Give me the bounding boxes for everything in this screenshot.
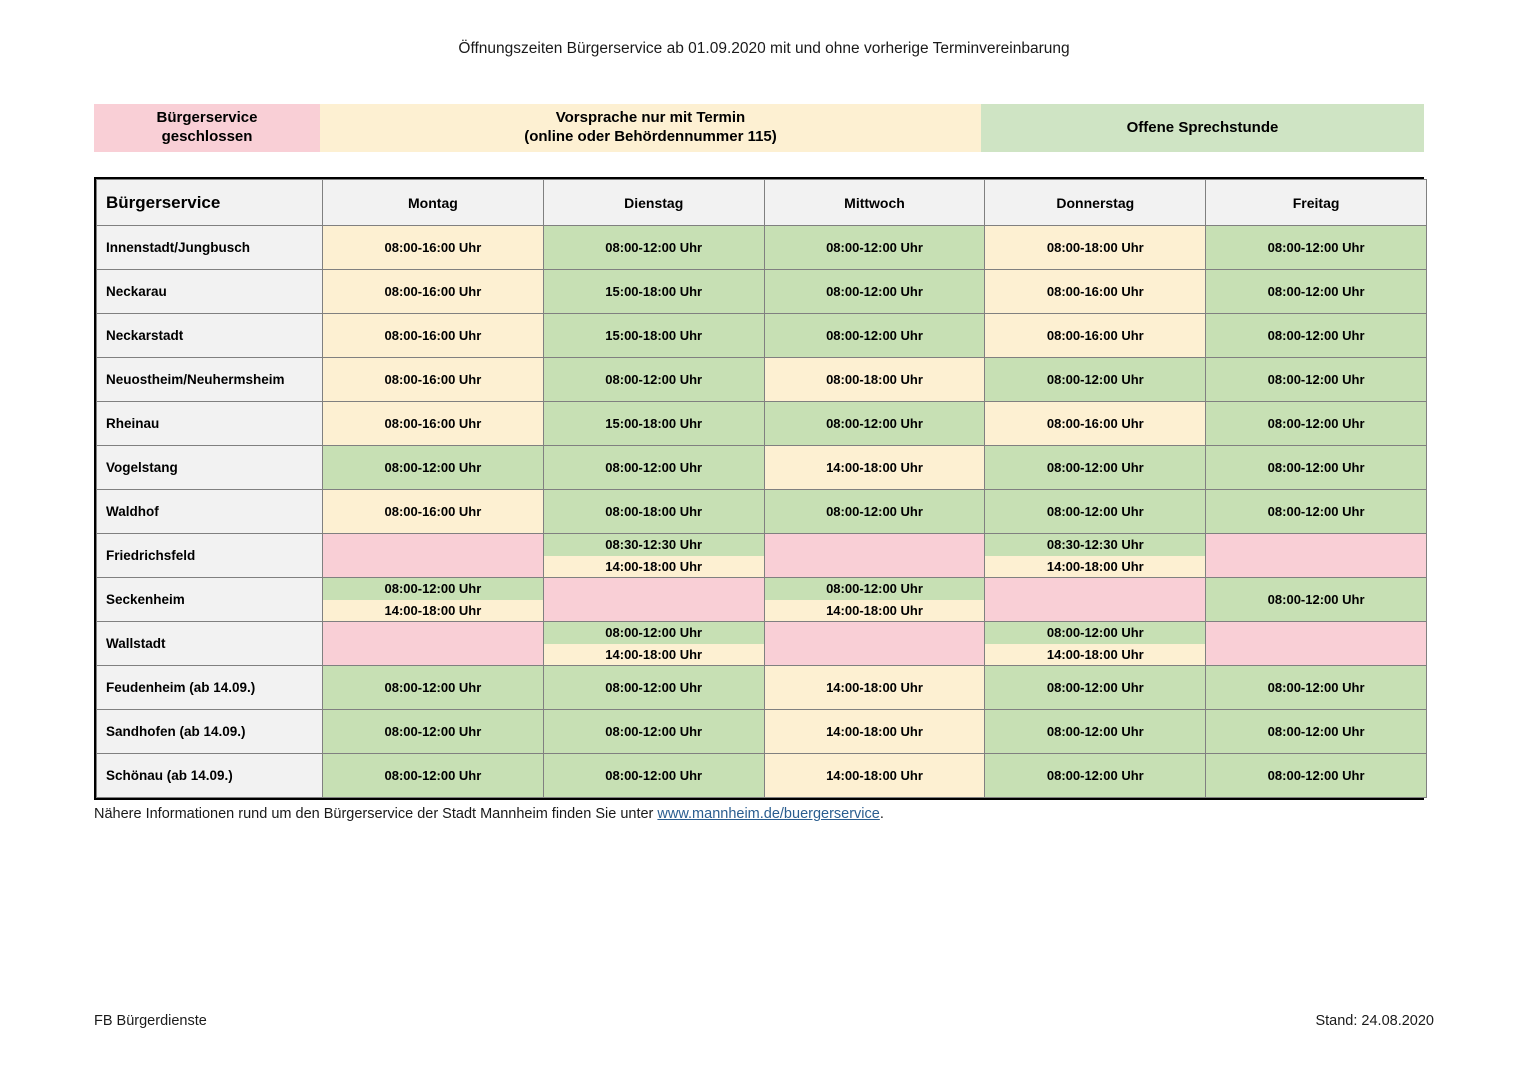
schedule-cell-line: 08:00-16:00 Uhr <box>384 284 482 299</box>
schedule-cell-line: 14:00-18:00 Uhr <box>544 644 764 666</box>
schedule-cell-line: 08:00-12:00 Uhr <box>1046 724 1144 739</box>
schedule-cell <box>764 710 985 754</box>
schedule-cell <box>323 534 544 578</box>
column-header-friday: Freitag <box>1206 180 1427 226</box>
schedule-cell-line: 14:00-18:00 Uhr <box>985 556 1205 578</box>
footer-date: Stand: 24.08.2020 <box>1315 1013 1434 1029</box>
info-note-text: Nähere Informationen rund um den Bürgerservice der Stadt Mannheim finden Sie unter <box>94 806 658 822</box>
schedule-cell <box>1206 490 1427 534</box>
schedule-cell <box>323 578 544 622</box>
schedule-table <box>96 179 1427 798</box>
row-label-service-point: Neuostheim/Neuhermsheim <box>97 358 323 402</box>
schedule-cell <box>764 534 985 578</box>
schedule-cell-line: 08:00-12:00 Uhr <box>1046 460 1144 475</box>
schedule-cell <box>543 754 764 798</box>
schedule-cell-line: 14:00-18:00 Uhr <box>826 724 923 739</box>
schedule-cell-line: 08:00-16:00 Uhr <box>384 372 482 387</box>
row-label-service-point: Neckarstadt <box>97 314 323 358</box>
schedule-table-wrapper <box>94 177 1424 800</box>
table-header-row <box>97 180 1427 226</box>
column-header-tuesday: Dienstag <box>543 180 764 226</box>
schedule-cell-line: 08:00-12:00 Uhr <box>605 724 703 739</box>
schedule-cell <box>985 490 1206 534</box>
row-label-service-point: Feudenheim (ab 14.09.) <box>97 666 323 710</box>
table-row <box>97 710 1427 754</box>
schedule-cell <box>764 578 985 622</box>
schedule-cell <box>985 578 1206 622</box>
schedule-cell <box>543 578 764 622</box>
schedule-cell-line: 08:00-12:00 Uhr <box>605 768 703 783</box>
schedule-cell <box>323 446 544 490</box>
schedule-cell <box>985 622 1206 666</box>
legend-open-label: Offene Sprechstunde <box>1126 118 1279 136</box>
schedule-cell <box>323 226 544 270</box>
buergerservice-link[interactable]: www.mannheim.de/buergerservice <box>657 806 880 822</box>
row-label-service-point: Neckarau <box>97 270 323 314</box>
table-body <box>97 226 1427 798</box>
table-row <box>97 754 1427 798</box>
info-note-period: . <box>879 806 884 822</box>
column-header-service: Bürgerservice <box>97 180 323 226</box>
schedule-cell <box>764 490 985 534</box>
schedule-cell <box>764 314 985 358</box>
schedule-cell <box>764 666 985 710</box>
row-label-service-point: Rheinau <box>97 402 323 446</box>
schedule-cell-line: 08:00-12:00 Uhr <box>1267 372 1365 387</box>
schedule-cell-line: 08:00-12:00 Uhr <box>1267 460 1365 475</box>
schedule-cell <box>985 666 1206 710</box>
schedule-cell-line: 08:00-12:00 Uhr <box>1267 328 1365 343</box>
schedule-cell-line: 08:00-12:00 Uhr <box>826 504 923 519</box>
table-row <box>97 490 1427 534</box>
schedule-cell <box>543 270 764 314</box>
info-note <box>94 806 884 822</box>
schedule-cell-line: 08:00-12:00 Uhr <box>826 240 923 255</box>
schedule-cell <box>1206 622 1427 666</box>
schedule-cell <box>323 490 544 534</box>
schedule-cell <box>543 622 764 666</box>
schedule-cell-line: 14:00-18:00 Uhr <box>985 644 1205 666</box>
schedule-cell-line: 08:00-12:00 Uhr <box>826 328 923 343</box>
schedule-cell <box>323 314 544 358</box>
schedule-cell <box>543 666 764 710</box>
schedule-cell-line: 08:00-12:00 Uhr <box>384 724 482 739</box>
schedule-cell <box>543 358 764 402</box>
schedule-cell-line: 08:00-12:00 Uhr <box>544 622 764 644</box>
schedule-cell <box>323 666 544 710</box>
schedule-cell <box>985 314 1206 358</box>
page-title: Öffnungszeiten Bürgerservice ab 01.09.2020 mit und ohne vorherige Terminvereinbarung <box>458 40 1070 57</box>
schedule-cell <box>323 622 544 666</box>
table-row <box>97 534 1427 578</box>
schedule-cell <box>543 314 764 358</box>
schedule-cell <box>323 754 544 798</box>
schedule-cell-line: 15:00-18:00 Uhr <box>605 416 703 431</box>
schedule-cell-line: 08:00-12:00 Uhr <box>1267 592 1365 607</box>
schedule-cell <box>543 402 764 446</box>
schedule-cell-line: 08:00-16:00 Uhr <box>384 240 482 255</box>
schedule-cell-line: 15:00-18:00 Uhr <box>605 284 703 299</box>
schedule-cell <box>764 358 985 402</box>
legend <box>94 104 1424 152</box>
column-header-monday: Montag <box>323 180 544 226</box>
schedule-cell <box>323 710 544 754</box>
schedule-cell-line: 08:00-16:00 Uhr <box>384 416 482 431</box>
schedule-cell <box>1206 710 1427 754</box>
schedule-cell-line: 08:00-16:00 Uhr <box>1046 284 1144 299</box>
schedule-cell-line: 08:00-16:00 Uhr <box>384 328 482 343</box>
schedule-cell <box>985 270 1206 314</box>
schedule-cell-line: 14:00-18:00 Uhr <box>826 680 923 695</box>
table-row <box>97 446 1427 490</box>
schedule-cell <box>985 226 1206 270</box>
schedule-cell <box>1206 578 1427 622</box>
column-header-wednesday: Mittwoch <box>764 180 985 226</box>
schedule-cell <box>764 446 985 490</box>
schedule-cell-line: 08:00-12:00 Uhr <box>605 372 703 387</box>
schedule-cell-line: 14:00-18:00 Uhr <box>323 600 543 622</box>
schedule-cell-line: 08:00-18:00 Uhr <box>826 372 923 387</box>
schedule-cell-line: 08:00-18:00 Uhr <box>1046 240 1144 255</box>
schedule-cell <box>764 622 985 666</box>
row-label-service-point: Seckenheim <box>97 578 323 622</box>
schedule-cell-line: 08:00-12:00 Uhr <box>985 622 1205 644</box>
table-row <box>97 314 1427 358</box>
schedule-cell-line: 08:00-16:00 Uhr <box>384 504 482 519</box>
schedule-cell <box>543 710 764 754</box>
table-row <box>97 402 1427 446</box>
schedule-cell <box>985 402 1206 446</box>
schedule-cell-line: 08:00-12:00 Uhr <box>826 416 923 431</box>
column-header-thursday: Donnerstag <box>985 180 1206 226</box>
schedule-cell <box>1206 402 1427 446</box>
schedule-cell-line: 08:00-18:00 Uhr <box>605 504 703 519</box>
schedule-cell-line: 08:30-12:30 Uhr <box>985 534 1205 556</box>
schedule-cell-line: 08:00-12:00 Uhr <box>384 680 482 695</box>
schedule-cell <box>543 446 764 490</box>
schedule-cell <box>1206 270 1427 314</box>
table-row <box>97 270 1427 314</box>
schedule-cell-line: 08:00-12:00 Uhr <box>826 284 923 299</box>
schedule-cell <box>543 534 764 578</box>
schedule-cell <box>985 358 1206 402</box>
schedule-cell-line: 08:00-12:00 Uhr <box>605 240 703 255</box>
schedule-cell-line: 08:00-12:00 Uhr <box>1267 680 1365 695</box>
legend-open-hours <box>981 104 1424 152</box>
schedule-cell <box>985 754 1206 798</box>
schedule-cell <box>1206 314 1427 358</box>
schedule-cell <box>1206 666 1427 710</box>
schedule-cell-line: 14:00-18:00 Uhr <box>765 600 985 622</box>
schedule-cell-line: 08:00-16:00 Uhr <box>1046 416 1144 431</box>
schedule-cell-line: 14:00-18:00 Uhr <box>826 460 923 475</box>
schedule-cell-line: 08:00-12:00 Uhr <box>384 460 482 475</box>
schedule-cell <box>1206 446 1427 490</box>
row-label-service-point: Sandhofen (ab 14.09.) <box>97 710 323 754</box>
schedule-cell-line: 08:00-12:00 Uhr <box>384 768 482 783</box>
schedule-cell-line: 14:00-18:00 Uhr <box>826 768 923 783</box>
schedule-cell-line: 08:00-12:00 Uhr <box>323 578 543 600</box>
schedule-cell-line: 14:00-18:00 Uhr <box>544 556 764 578</box>
row-label-service-point: Wallstadt <box>97 622 323 666</box>
schedule-cell <box>1206 534 1427 578</box>
schedule-cell <box>1206 754 1427 798</box>
schedule-cell-line: 08:00-12:00 Uhr <box>1267 768 1365 783</box>
legend-appointment-only <box>320 104 981 152</box>
schedule-cell-line: 08:00-12:00 Uhr <box>1046 372 1144 387</box>
legend-appointment-line2: (online oder Behördennummer 115) <box>524 128 777 145</box>
table-row <box>97 666 1427 710</box>
schedule-cell-line: 08:30-12:30 Uhr <box>544 534 764 556</box>
schedule-cell <box>764 754 985 798</box>
schedule-cell <box>543 490 764 534</box>
schedule-cell-line: 08:00-12:00 Uhr <box>605 680 703 695</box>
row-label-service-point: Schönau (ab 14.09.) <box>97 754 323 798</box>
schedule-cell-line: 08:00-12:00 Uhr <box>1267 240 1365 255</box>
schedule-cell <box>985 446 1206 490</box>
schedule-cell <box>323 402 544 446</box>
schedule-cell-line: 08:00-12:00 Uhr <box>1267 724 1365 739</box>
schedule-cell <box>764 402 985 446</box>
schedule-cell-line: 08:00-12:00 Uhr <box>1267 416 1365 431</box>
schedule-cell-line: 08:00-12:00 Uhr <box>1267 504 1365 519</box>
legend-closed-line1: Bürgerservice <box>156 109 258 127</box>
schedule-cell <box>1206 226 1427 270</box>
schedule-cell <box>1206 358 1427 402</box>
table-row <box>97 578 1427 622</box>
legend-appointment-line1: Vorsprache nur mit Termin <box>555 109 746 127</box>
schedule-cell-line: 08:00-12:00 Uhr <box>1267 284 1365 299</box>
schedule-cell <box>985 534 1206 578</box>
schedule-cell-line: 08:00-16:00 Uhr <box>1046 328 1144 343</box>
footer-department: FB Bürgerdienste <box>94 1013 207 1029</box>
row-label-service-point: Vogelstang <box>97 446 323 490</box>
table-row <box>97 622 1427 666</box>
schedule-cell <box>764 270 985 314</box>
row-label-service-point: Friedrichsfeld <box>97 534 323 578</box>
schedule-cell-line: 08:00-12:00 Uhr <box>1046 504 1144 519</box>
schedule-cell <box>764 226 985 270</box>
schedule-cell-line: 08:00-12:00 Uhr <box>605 460 703 475</box>
legend-closed <box>94 104 320 152</box>
schedule-cell <box>323 358 544 402</box>
row-label-service-point: Waldhof <box>97 490 323 534</box>
schedule-cell-line: 15:00-18:00 Uhr <box>605 328 703 343</box>
row-label-service-point: Innenstadt/Jungbusch <box>97 226 323 270</box>
schedule-cell-line: 08:00-12:00 Uhr <box>1046 680 1144 695</box>
schedule-cell <box>323 270 544 314</box>
schedule-cell-line: 08:00-12:00 Uhr <box>765 578 985 600</box>
table-row <box>97 226 1427 270</box>
table-row <box>97 358 1427 402</box>
legend-closed-line2: geschlossen <box>161 128 253 145</box>
schedule-cell <box>985 710 1206 754</box>
schedule-cell-line: 08:00-12:00 Uhr <box>1046 768 1144 783</box>
schedule-cell <box>543 226 764 270</box>
